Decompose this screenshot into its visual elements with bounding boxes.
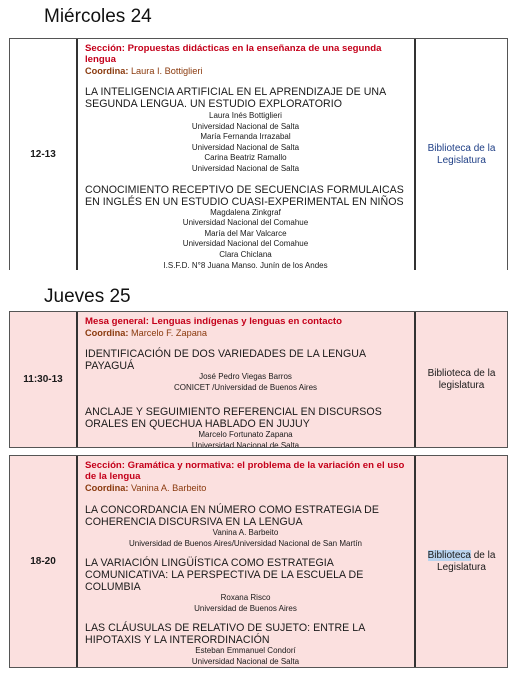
author-line: Carina Beatriz Ramallo (204, 153, 287, 163)
coordinator-label: Coordina: (85, 328, 129, 338)
talk-authors (85, 430, 406, 447)
author-line: Vanina A. Barbeito (212, 528, 279, 537)
talk-title: ANCLAJE Y SEGUIMIENTO REFERENCIAL EN DISCURSOS ORALES EN QUECHUA HABLADO EN JUJUY (85, 406, 382, 431)
talk-authors (85, 593, 406, 614)
talk-title: LA CONCORDANCIA EN NÚMERO COMO ESTRATEGIA DE COHERENCIA DISCURSIVA EN LA LENGUA (85, 504, 379, 528)
author-line: Marcelo Fortunato Zapana (198, 430, 293, 440)
author-line: Universidad Nacional del Comahue (182, 218, 309, 228)
talk-authors (85, 208, 406, 270)
author-line: Clara Chiclana (219, 249, 272, 259)
author-line: Universidad Nacional de Salta (191, 163, 300, 173)
author-line: María del Mar Valcarce (204, 228, 287, 238)
author-line: Roxana Risco (220, 593, 271, 603)
talk-authors (85, 111, 406, 175)
venue (414, 456, 507, 667)
author-line: Universidad Nacional de Salta (191, 440, 300, 447)
schedule-table-wednesday (9, 38, 508, 270)
session-content (80, 312, 412, 447)
schedule-table-thursday-morning (9, 311, 508, 448)
coordinator-name: Laura I. Bottiglieri (128, 66, 203, 76)
session-content (80, 456, 412, 667)
author-line: Laura Inés Bottiglieri (209, 111, 282, 120)
talk-title: CONOCIMIENTO RECEPTIVO DE SECUENCIAS FORMULAICAS EN INGLÉS EN UN ESTUDIO CUASI-EXPERIMENTAL EN NIÑOS (85, 183, 404, 208)
author-line: Magdalena Zinkgraf (210, 207, 281, 217)
coordinator-name: Marcelo F. Zapana (128, 328, 208, 338)
venue-name-highlighted: Biblioteca (427, 549, 471, 561)
talk-authors (85, 528, 406, 549)
venue (414, 39, 507, 270)
section-title: Sección: Propuestas didácticas en la enseñanza de una segunda lengua (85, 43, 382, 65)
section-title: Sección: Gramática y normativa: el problema de la variación en el uso de la lengua (85, 460, 405, 482)
author-line: CONICET /Universidad de Buenos Aires (173, 382, 318, 392)
talk-authors (85, 646, 406, 667)
time-slot: 18-20 (10, 456, 78, 667)
session-content (80, 39, 412, 270)
venue (414, 312, 507, 447)
coordinator (85, 65, 406, 77)
talk-title: LAS CLÁUSULAS DE RELATIVO DE SUJETO: ENTRE LA HIPOTAXIS Y LA INTERORDINACIÓN (85, 622, 365, 647)
venue-detail: de la Legislatura (437, 142, 496, 166)
day-heading-thursday: Jueves 25 (44, 286, 131, 307)
author-line: Universidad Nacional de Salta (191, 656, 300, 666)
talk-title: IDENTIFICACIÓN DE DOS VARIEDADES DE LA LENGUA PAYAGUÁ (85, 348, 366, 372)
talk-title: LA VARIACIÓN LINGÜÍSTICA COMO ESTRATEGIA COMUNICATIVA: LA PERSPECTIVA DE LA ESCUELA DE COLUMBIA (85, 557, 364, 594)
author-line: Universidad Nacional de Salta (191, 142, 300, 152)
section-title: Mesa general: Lenguas indígenas y lenguas en contacto (85, 316, 342, 327)
author-line: José Pedro Viegas Barros (199, 372, 292, 381)
coordinator-label: Coordina: (85, 66, 129, 76)
time-slot: 11:30-13 (10, 312, 78, 447)
day-heading-wednesday: Miércoles 24 (44, 6, 152, 27)
talk-title: LA INTELIGENCIA ARTIFICIAL EN EL APRENDIZAJE DE UNA SEGUNDA LENGUA. UN ESTUDIO EXPLORATORIO (85, 86, 386, 110)
author-line: Universidad Nacional del Comahue (182, 239, 309, 249)
venue-name: Biblioteca (427, 142, 471, 154)
venue-detail: de la legislatura (438, 367, 496, 391)
author-line: María Fernanda Irrazabal (200, 132, 291, 142)
author-line: Esteban Emmanuel Condorí (195, 646, 296, 656)
coordinator (85, 327, 406, 339)
venue-name: Biblioteca (427, 367, 471, 379)
coordinator (85, 482, 406, 494)
author-line: Universidad de Buenos Aires/Universidad Nacional de San Martín (128, 538, 362, 548)
coordinator-label: Coordina: (85, 483, 129, 493)
coordinator-name: Vanina A. Barbeito (128, 483, 207, 493)
author-line: Universidad de Buenos Aires (194, 603, 297, 613)
author-line: I.S.F.D. N°8 Juana Manso. Junín de los Andes (163, 260, 328, 270)
schedule-table-thursday-evening (9, 455, 508, 668)
venue-detail: de la Legislatura (437, 549, 496, 573)
talk-authors (85, 372, 406, 393)
time-slot: 12-13 (10, 39, 78, 270)
author-line: Universidad Nacional de Salta (191, 121, 300, 131)
